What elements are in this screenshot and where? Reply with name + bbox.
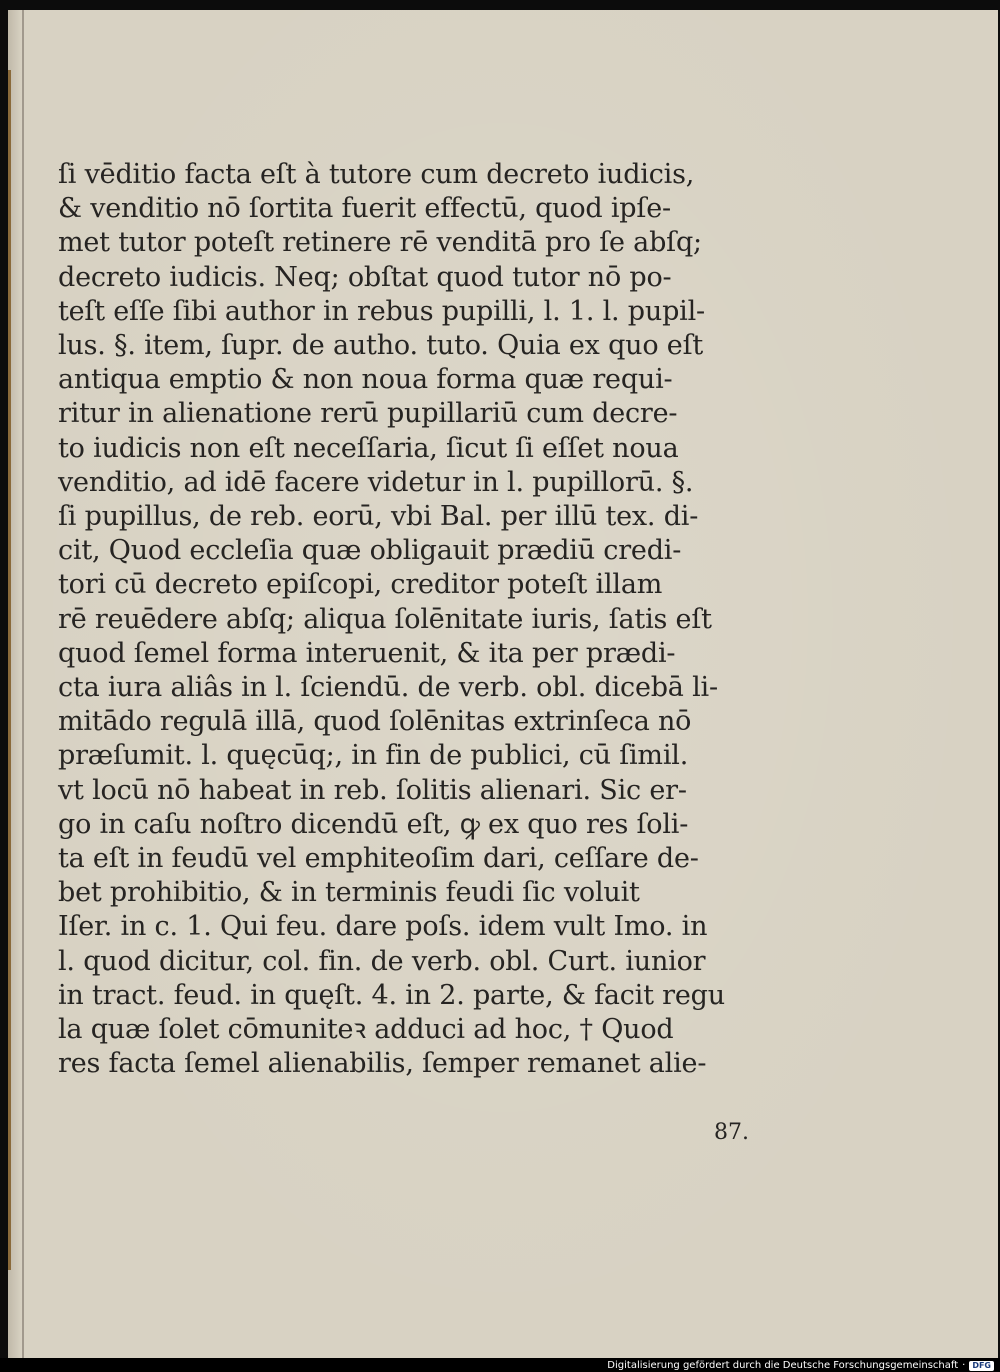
margin-note-number: 87. — [714, 1120, 749, 1145]
gutter-line — [22, 10, 24, 1360]
text-line: & venditio nō ſortita fuerit effectū, quod ipſe- — [58, 193, 671, 225]
text-line: tori cū decreto epiſcopi, creditor poteſt illam — [58, 569, 663, 601]
text-line: ritur in alienatione rerū pupillariū cum decre- — [58, 398, 678, 430]
credit-separator: · — [962, 1360, 966, 1371]
book-page — [8, 10, 998, 1360]
text-line: in tract. feud. in quęſt. 4. in 2. parte, & facit regu — [58, 979, 725, 1011]
text-line: decreto iudicis. Neq; obſtat quod tutor nō po- — [58, 261, 672, 293]
text-line: Iſer. in c. 1. Qui feu. dare poſs. idem vult Imo. in — [58, 911, 708, 943]
dfg-logo: DFG — [969, 1361, 994, 1371]
body-text — [58, 158, 725, 1081]
text-line: la quæ ſolet cōmuniteꝛ adduci ad hoc, † Quod — [58, 1014, 674, 1046]
text-line: venditio, ad idē facere videtur in l. pupillorū. §. — [58, 466, 694, 498]
text-line: quod ſemel forma interuenit, & ita per prædi- — [58, 637, 676, 669]
funding-credit-text: Digitalisierung gefördert durch die Deutsche Forschungsgemeinschaft — [607, 1360, 959, 1371]
text-line: go in caſu noſtro dicendū eſt, ꝙ ex quo res ſoli- — [58, 808, 689, 840]
text-line: ſi vēditio facta eſt à tutore cum decreto iudicis, — [58, 159, 695, 190]
text-line: l. quod dicitur, col. fin. de verb. obl. Curt. iunior — [58, 945, 706, 977]
text-line: antiqua emptio & non noua forma quæ requi- — [58, 364, 673, 396]
text-line: rē reuēdere abſq; aliqua ſolēnitate iuris, ſatis eſt — [58, 603, 712, 635]
text-line: met tutor poteſt retinere rē venditā pro ſe abſq; — [58, 227, 702, 259]
text-line: teſt eſſe ſibi author in rebus pupilli, l. 1. l. pupil- — [58, 295, 705, 327]
text-line: cta iura aliâs in l. ſciendū. de verb. obl. dicebā li- — [58, 672, 718, 704]
text-line: præſumit. l. quęcūq;, in fin de publici, cū ſimil. — [58, 740, 689, 772]
footer-credit — [607, 1360, 994, 1371]
page-edge-shadow — [8, 70, 11, 1270]
text-line: res facta ſemel alienabilis, ſemper remanet alie- — [58, 1048, 707, 1080]
text-line: bet prohibitio, & in terminis feudi ſic voluit — [58, 877, 640, 909]
text-line: ta eſt in feudū vel emphiteoſim dari, ceſſare de- — [58, 843, 699, 875]
text-line: lus. §. item, ſupr. de autho. tuto. Quia ex quo eſt — [58, 330, 704, 362]
footer-bar — [0, 1358, 1000, 1372]
text-line: to iudicis non eſt neceſſaria, ſicut ſi eſſet noua — [58, 432, 679, 464]
text-line: cit, Quod eccleſia quæ obligauit prædiū credi- — [58, 535, 682, 567]
text-line: vt locū nō habeat in reb. ſolitis alienari. Sic er- — [58, 774, 687, 806]
text-line: ſi pupillus, de reb. eorū, vbi Bal. per illū tex. di- — [58, 501, 699, 533]
text-line: mitādo regulā illā, quod ſolēnitas extrinſeca nō — [58, 706, 692, 738]
